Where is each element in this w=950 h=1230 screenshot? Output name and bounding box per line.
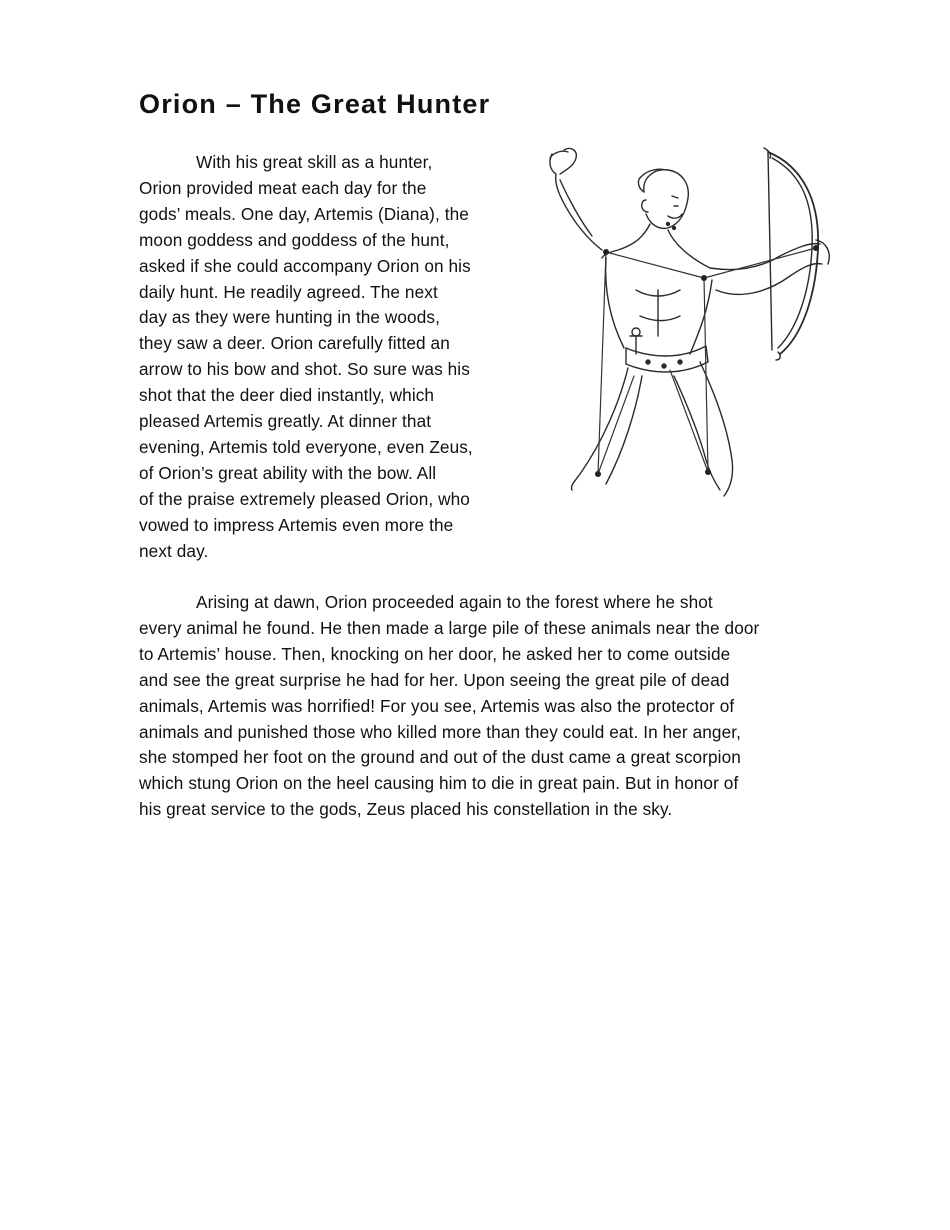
text-line: daily hunt. He readily agreed. The next xyxy=(139,281,438,302)
text-line: vowed to impress Artemis even more the xyxy=(139,514,454,535)
text-line: and see the great surprise he had for her. Upon seeing the great pile of dead xyxy=(139,669,730,690)
text-line: animals and punished those who killed more than they could eat. In her anger, xyxy=(139,721,742,742)
text-line: of the praise extremely pleased Orion, who xyxy=(139,488,470,509)
text-line: to Artemis’ house. Then, knocking on her door, he asked her to come outside xyxy=(139,643,731,664)
text-line: gods’ meals. One day, Artemis (Diana), the xyxy=(139,203,469,224)
text-line: pleased Artemis greatly. At dinner that xyxy=(139,411,432,432)
text-line: every animal he found. He then made a large pile of these animals near the door xyxy=(139,617,760,638)
text-line: asked if she could accompany Orion on his xyxy=(139,255,471,276)
page-title: Orion – The Great Hunter xyxy=(139,89,491,119)
text-line: his great service to the gods, Zeus placed his constellation in the sky. xyxy=(139,799,673,820)
text-line: which stung Orion on the heel causing him to die in great pain. But in honor of xyxy=(139,773,739,794)
text-line: Arising at dawn, Orion proceeded again to the forest where he shot xyxy=(196,592,713,612)
text-line: she stomped her foot on the ground and out of the dust came a great scorpion xyxy=(139,747,741,768)
text-line: of Orion’s great ability with the bow. All xyxy=(139,462,437,483)
paragraph-hunt-story xyxy=(139,150,539,565)
text-line: day as they were hunting in the woods, xyxy=(139,307,440,328)
text-line: they saw a deer. Orion carefully fitted an xyxy=(139,333,450,354)
text-line: arrow to his bow and shot. So sure was his xyxy=(139,359,470,380)
orion-archer-drawing-icon xyxy=(540,140,840,510)
text-line: moon goddess and goddess of the hunt, xyxy=(139,229,450,250)
text-line: animals, Artemis was horrified! For you see, Artemis was also the protector of xyxy=(139,695,735,716)
text-line: next day. xyxy=(139,540,209,561)
paragraph-scorpion-story xyxy=(139,590,849,823)
orion-illustration xyxy=(540,140,840,510)
text-line: shot that the deer died instantly, which xyxy=(139,385,435,406)
text-line: Orion provided meat each day for the xyxy=(139,177,427,198)
text-line: With his great skill as a hunter, xyxy=(196,152,433,172)
text-line: evening, Artemis told everyone, even Zeus, xyxy=(139,436,473,457)
